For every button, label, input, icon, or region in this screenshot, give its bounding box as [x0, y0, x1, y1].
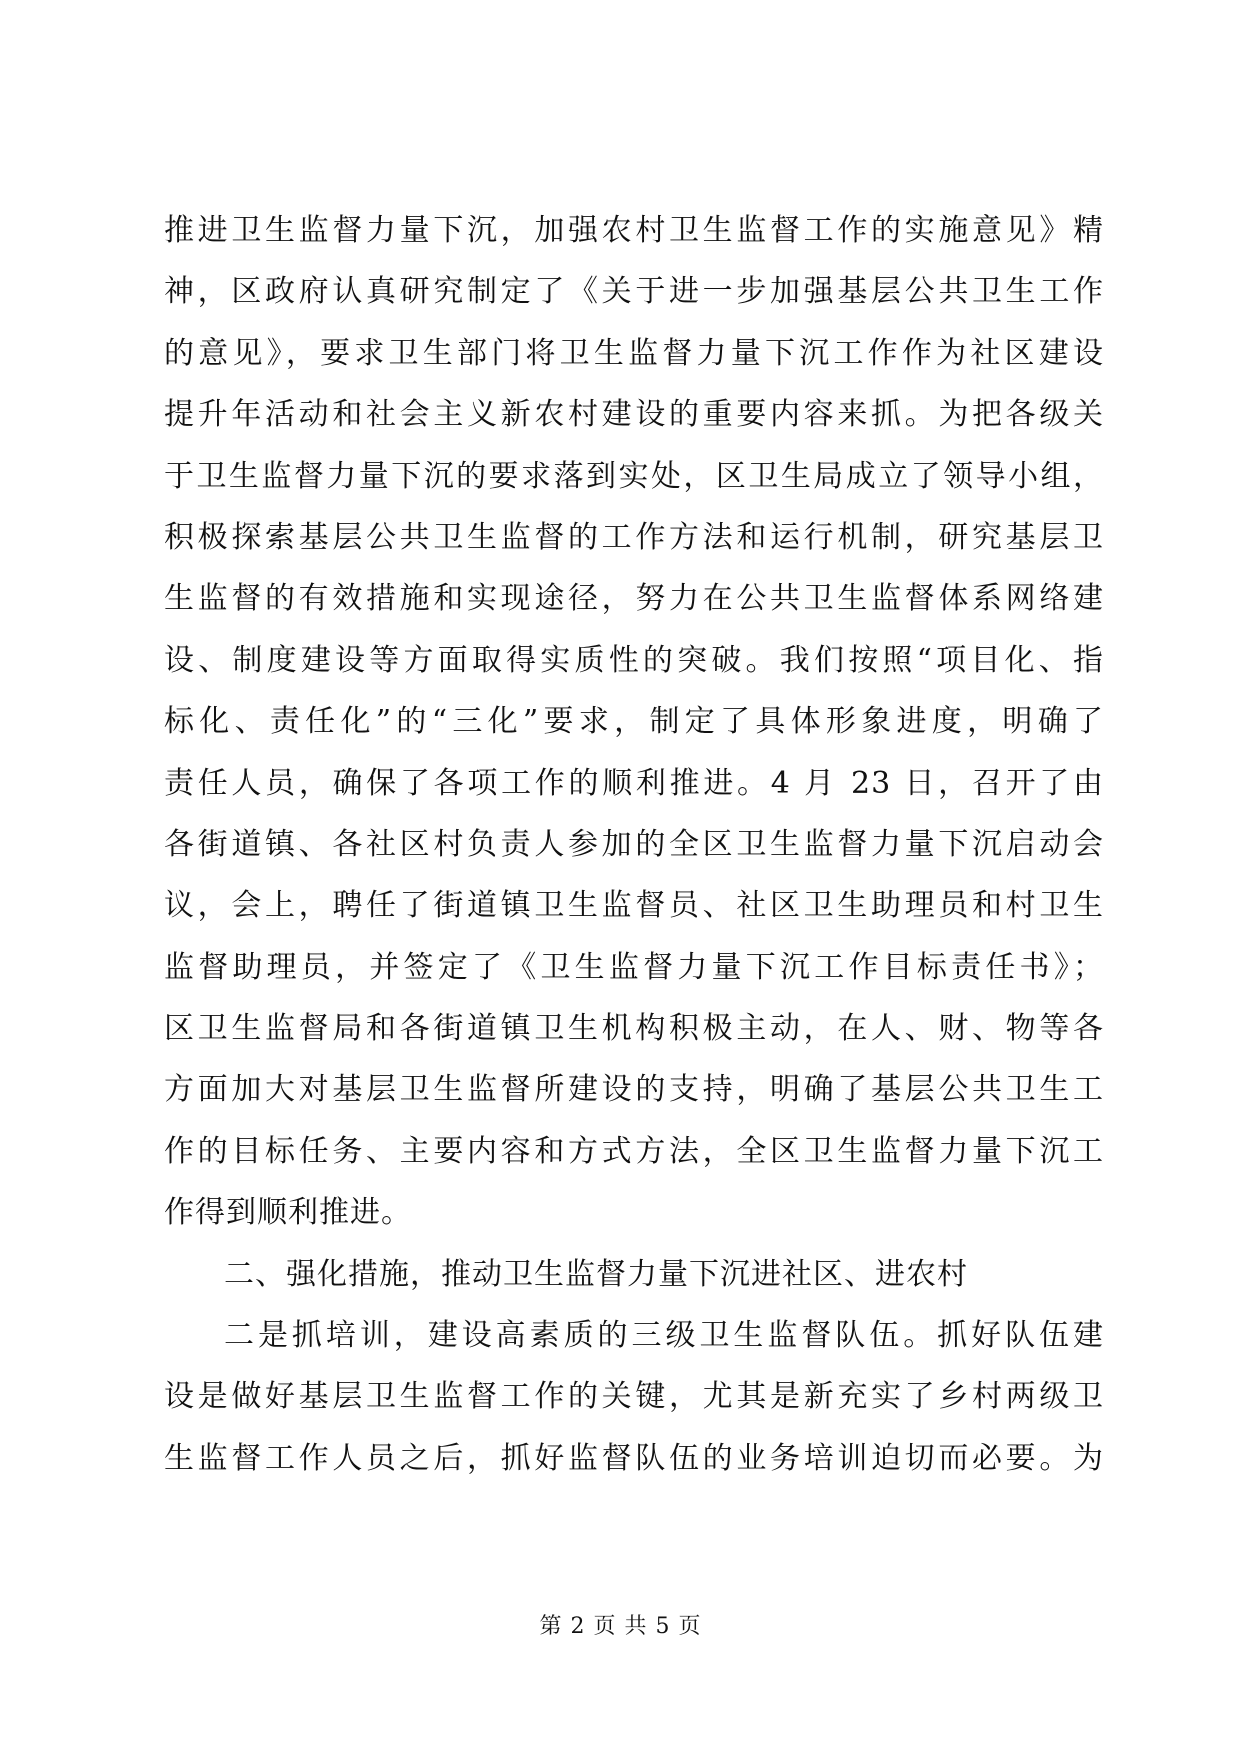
text-line: 于卫生监督力量下沉的要求落到实处，区卫生局成立了领导小组， [164, 458, 1104, 494]
document-body [164, 200, 1104, 1489]
section-heading: 二、强化措施，推动卫生监督力量下沉进社区、进农村 [224, 1256, 968, 1292]
page-number-footer: 第 2 页 共 5 页 [539, 1614, 702, 1639]
text-line: 设是做好基层卫生监督工作的关键，尤其是新充实了乡村两级卫 [164, 1379, 1104, 1415]
text-line: 议，会上，聘任了街道镇卫生监督员、社区卫生助理员和村卫生 [164, 888, 1104, 924]
text-line: 区卫生监督局和各街道镇卫生机构积极主动，在人、财、物等各 [164, 1011, 1104, 1047]
text-line: 推进卫生监督力量下沉，加强农村卫生监督工作的实施意见》精 [164, 213, 1104, 248]
text-line: 作得到顺利推进。 [164, 1195, 412, 1231]
text-line: 作的目标任务、主要内容和方式方法，全区卫生监督力量下沉工 [164, 1133, 1104, 1169]
text-line: 积极探索基层公共卫生监督的工作方法和运行机制，研究基层卫 [164, 519, 1104, 555]
text-line: 方面加大对基层卫生监督所建设的支持，明确了基层公共卫生工 [164, 1072, 1104, 1108]
text-line: 责任人员，确保了各项工作的顺利推进。4 月 23 日，召开了由 [164, 765, 1104, 801]
text-line: 设、制度建设等方面取得实质性的突破。我们按照“项目化、指 [164, 642, 1104, 678]
text-line: 生监督工作人员之后，抓好监督队伍的业务培训迫切而必要。为 [164, 1440, 1104, 1476]
text-line: 二是抓培训，建设高素质的三级卫生监督队伍。抓好队伍建 [224, 1318, 1104, 1354]
text-line: 生监督的有效措施和实现途径，努力在公共卫生监督体系网络建 [164, 581, 1104, 617]
text-line: 的意见》，要求卫生部门将卫生监督力量下沉工作作为社区建设 [164, 335, 1104, 371]
text-line: 各街道镇、各社区村负责人参加的全区卫生监督力量下沉启动会 [164, 826, 1104, 862]
text-line: 标化、责任化”的“三化”要求，制定了具体形象进度，明确了 [164, 704, 1104, 740]
text-line: 监督助理员，并签定了《卫生监督力量下沉工作目标责任书》； [164, 949, 1104, 985]
text-line: 神，区政府认真研究制定了《关于进一步加强基层公共卫生工作 [164, 274, 1104, 310]
text-line: 提升年活动和社会主义新农村建设的重要内容来抓。为把各级关 [164, 397, 1104, 433]
